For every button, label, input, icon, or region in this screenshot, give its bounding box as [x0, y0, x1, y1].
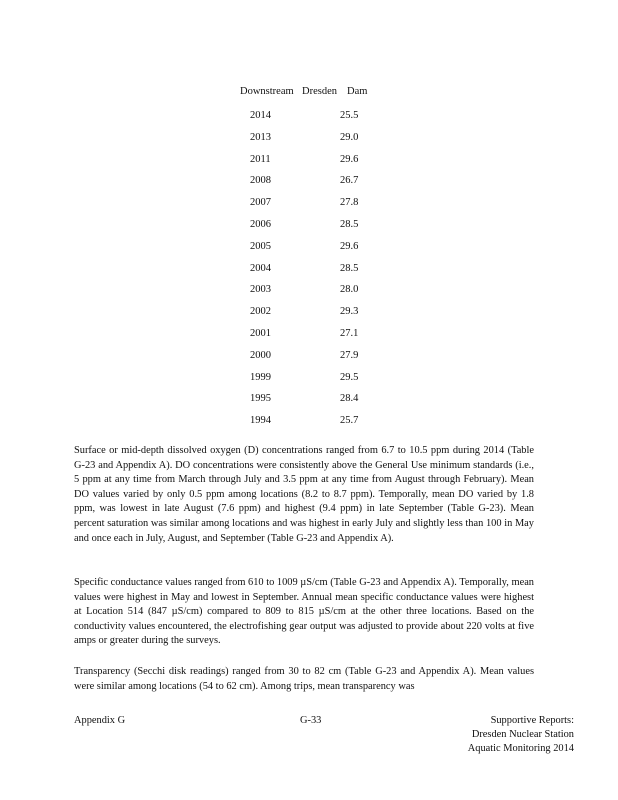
table-row	[240, 327, 380, 349]
row-year: 1999	[250, 371, 271, 383]
footer-line-2: Dresden Nuclear Station	[471, 729, 574, 740]
row-year: 2002	[250, 306, 271, 318]
table-row	[240, 109, 380, 131]
row-value: 26.7	[340, 175, 359, 187]
paragraph-dissolved-oxygen: Surface or mid-depth dissolved oxygen (D) concentrations ranged from 6.7 to 10.5 ppm during 2014 (Table G-23 and Appendix A). DO concentrations were consistently above the General Use minimum standards (i.e., 5 ppm at any time from March through July and 3.5 ppm at any time from August through February). Mean DO values varied by only 0.5 ppm among locations (8.2 to 8.7 ppm). Temporally, mean DO varied by 1.8 ppm, was lowest in late August (7.6 ppm) and highest (9.4 ppm) in late September (Table G-23). Mean percent saturation was similar among locations and was highest in early July and slightly less than 100 in May and once each in July, August, and September (Table G-23 and Appendix A).	[74, 445, 534, 544]
row-value: 28.4	[340, 393, 359, 405]
paragraph-specific-conductance: Specific conductance values ranged from 610 to 1009 µS/cm (Table G-23 and Appendix A). Temporally, mean values were highest in May and lowest in September. Annual mean specific conductance values were highest at Location 514 (847 µS/cm) compared to 809 to 815 µS/cm at the other three locations. Based on the conductivity values encountered, the electrofishing gear output was adjusted to provide about 220 volts at five amps or greater during the surveys.	[74, 577, 534, 647]
table-body	[240, 109, 380, 436]
header-downstream: Downstream	[240, 86, 294, 97]
table-row	[240, 392, 380, 414]
row-year: 2008	[250, 175, 271, 187]
table-row	[240, 349, 380, 371]
page-number: G-33	[300, 715, 322, 726]
row-value: 25.5	[340, 110, 359, 121]
paragraph-transparency: Transparency (Secchi disk readings) ranged from 30 to 82 cm (Table G-23 and Appendix A). Mean values were similar among locations (54 to 62 cm). Among trips, mean transparency was	[74, 666, 534, 692]
row-year: 2003	[250, 284, 271, 296]
footer-line-1: Supportive Reports:	[490, 715, 574, 726]
row-value: 25.7	[340, 415, 359, 427]
footer-line-3: Aquatic Monitoring 2014	[467, 743, 574, 754]
footer-report-title	[468, 714, 574, 756]
header-dam: Dam	[347, 86, 368, 97]
table-row	[240, 283, 380, 305]
row-year: 2013	[250, 131, 271, 143]
row-year: 2005	[250, 240, 271, 252]
table-row	[240, 305, 380, 327]
table-row	[240, 262, 380, 284]
header-dresden: Dresden	[302, 86, 337, 97]
footer-appendix: Appendix G	[74, 715, 126, 726]
row-year: 2004	[250, 262, 271, 274]
row-year: 2011	[250, 153, 271, 165]
row-year: 2000	[250, 349, 271, 361]
row-year: 2007	[250, 197, 271, 209]
row-year: 2001	[250, 327, 271, 339]
temperature-table	[240, 85, 380, 436]
table-row	[240, 371, 380, 393]
table-row	[240, 131, 380, 153]
row-value: 28.5	[340, 262, 359, 274]
row-value: 27.8	[340, 197, 359, 209]
row-year: 1994	[250, 415, 271, 427]
row-year: 2006	[250, 218, 271, 230]
row-value: 28.5	[340, 218, 359, 230]
row-value: 29.0	[340, 131, 359, 143]
table-row	[240, 414, 380, 436]
table-header	[240, 85, 380, 99]
table-row	[240, 153, 380, 175]
row-value: 28.0	[340, 284, 359, 296]
row-value: 27.9	[340, 349, 359, 361]
table-row	[240, 174, 380, 196]
row-value: 27.1	[340, 327, 359, 339]
table-row	[240, 218, 380, 240]
row-value: 29.3	[340, 306, 359, 318]
table-row	[240, 240, 380, 262]
row-value: 29.5	[340, 371, 359, 383]
table-row	[240, 196, 380, 218]
row-year: 1995	[250, 393, 271, 405]
row-value: 29.6	[340, 153, 359, 165]
row-value: 29.6	[340, 240, 359, 252]
row-year: 2014	[250, 110, 271, 121]
